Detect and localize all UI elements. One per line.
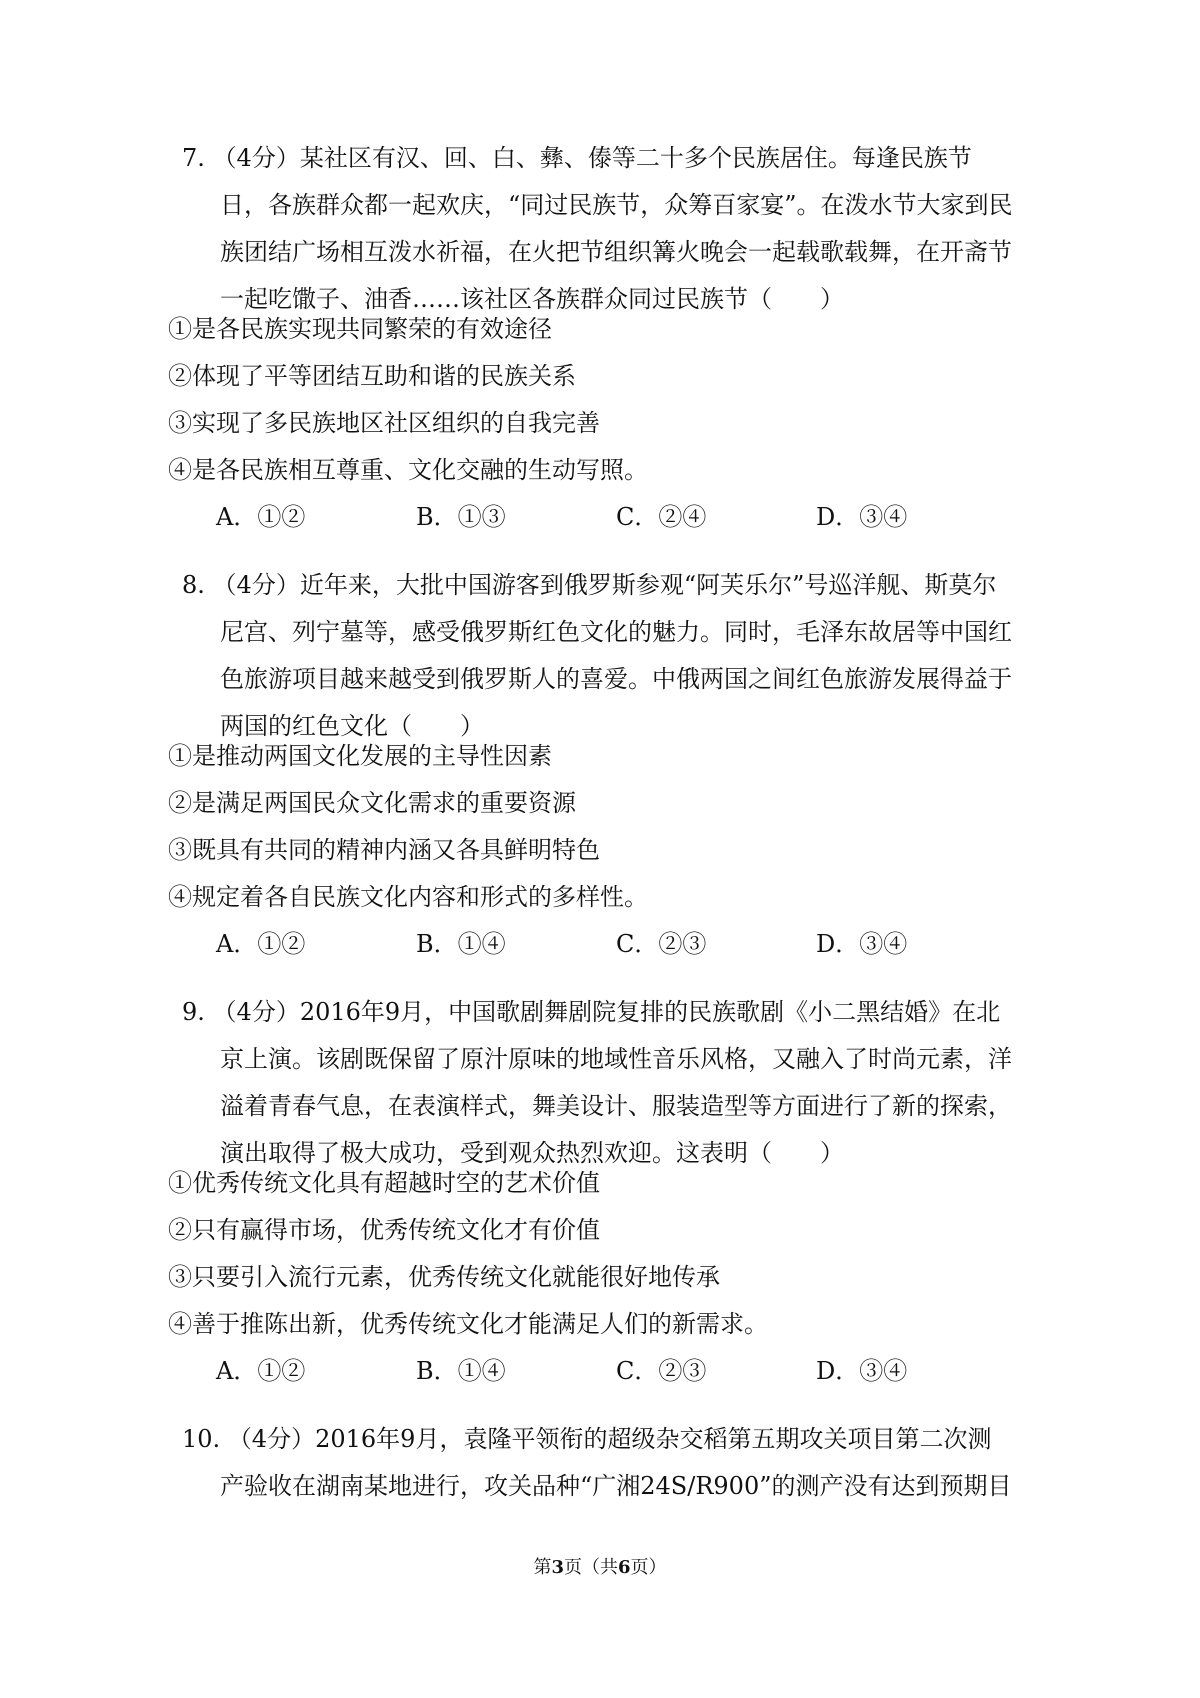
statement: ④是各民族相互尊重、文化交融的生动写照。: [168, 456, 648, 484]
statement: ②是满足两国民众文化需求的重要资源: [168, 789, 576, 817]
stem-line: 两国的红色文化（ ）: [220, 712, 484, 740]
question-stem: [182, 989, 1062, 1036]
statement: ①是推动两国文化发展的主导性因素: [168, 742, 552, 770]
stem-line: 产验收在湖南某地进行，攻关品种“广湘24S/R900”的测产没有达到预期目: [220, 1472, 1012, 1500]
choice-d[interactable]: D．③④: [816, 1357, 908, 1385]
statements-7: [168, 306, 1048, 541]
question-number: 7.: [182, 144, 205, 172]
statement: ③实现了多民族地区社区组织的自我完善: [168, 409, 600, 437]
statement: ①是各民族实现共同繁荣的有效途径: [168, 315, 552, 343]
stem-line: 一起吃馓子、油香……该社区各族群众同过民族节（ ）: [220, 285, 844, 313]
page-footer: [0, 1556, 1200, 1580]
question-stem: [182, 1416, 1062, 1463]
statements-9: [168, 1160, 1048, 1395]
question-score: （4分）: [212, 144, 300, 172]
choice-c[interactable]: C．②③: [616, 1357, 707, 1385]
stem-line: 尼宫、列宁墓等，感受俄罗斯红色文化的魅力。同时，毛泽东故居等中国红: [220, 618, 1012, 646]
footer-prefix: 第: [533, 1557, 552, 1578]
stem-line: 2016年9月，袁隆平领衔的超级杂交稻第五期攻关项目第二次测: [315, 1425, 992, 1453]
stem-line: 族团结广场相互泼水祈福，在火把节组织篝火晚会一起载歌载舞，在开斋节: [220, 238, 1012, 266]
choice-c[interactable]: C．②④: [616, 503, 707, 531]
choice-d[interactable]: D．③④: [816, 503, 908, 531]
stem-line: 色旅游项目越来越受到俄罗斯人的喜爱。中俄两国之间红色旅游发展得益于: [220, 665, 1012, 693]
statement: ③既具有共同的精神内涵又各具鲜明特色: [168, 836, 600, 864]
choice-b[interactable]: B．①③: [416, 503, 506, 531]
statement: ②体现了平等团结互助和谐的民族关系: [168, 362, 576, 390]
question-number: 9.: [182, 998, 205, 1026]
question-stem: [182, 135, 1062, 182]
choice-a[interactable]: A．①②: [216, 503, 306, 531]
question-number: 10.: [182, 1425, 221, 1453]
choice-d[interactable]: D．③④: [816, 930, 908, 958]
question-7: [182, 135, 1062, 323]
stem-line: 某社区有汉、回、白、彝、傣等二十多个民族居住。每逢民族节: [299, 144, 972, 172]
statement: ①优秀传统文化具有超越时空的艺术价值: [168, 1169, 600, 1197]
footer-total-pages: 6: [618, 1557, 631, 1578]
stem-line: 京上演。该剧既保留了原汁原味的地域性音乐风格，又融入了时尚元素，洋: [220, 1045, 1012, 1073]
choice-a[interactable]: A．①②: [216, 1357, 306, 1385]
choice-c[interactable]: C．②③: [616, 930, 707, 958]
stem-line: 2016年9月，中国歌剧舞剧院复排的民族歌剧《小二黑结婚》在北: [299, 998, 1001, 1026]
stem-line: 溢着青春气息，在表演样式，舞美设计、服装造型等方面进行了新的探索，: [220, 1092, 1012, 1120]
statement: ③只要引入流行元素，优秀传统文化就能很好地传承: [168, 1263, 720, 1291]
question-score: （4分）: [212, 998, 300, 1026]
footer-middle: 页（共: [564, 1557, 618, 1578]
statement: ②只有赢得市场，优秀传统文化才有价值: [168, 1216, 600, 1244]
choice-b[interactable]: B．①④: [416, 1357, 506, 1385]
stem-line: 日，各族群众都一起欢庆，“同过民族节，众筹百家宴”。在泼水节大家到民: [220, 191, 1013, 219]
footer-page-number: 3: [551, 1557, 564, 1578]
choice-b[interactable]: B．①④: [416, 930, 506, 958]
footer-suffix: 页）: [630, 1557, 667, 1578]
question-9: [182, 989, 1062, 1177]
answer-choices: [168, 1348, 1048, 1395]
question-score: （4分）: [227, 1425, 316, 1453]
answer-choices: [168, 921, 1048, 968]
statement: ④规定着各自民族文化内容和形式的多样性。: [168, 883, 648, 911]
statement: ④善于推陈出新，优秀传统文化才能满足人们的新需求。: [168, 1310, 768, 1338]
question-number: 8.: [182, 571, 205, 599]
stem-line: 演出取得了极大成功，受到观众热烈欢迎。这表明（ ）: [220, 1139, 844, 1167]
choice-a[interactable]: A．①②: [216, 930, 306, 958]
question-score: （4分）: [212, 571, 300, 599]
statements-8: [168, 733, 1048, 968]
stem-line: 近年来，大批中国游客到俄罗斯参观“阿芙乐尔”号巡洋舰、斯莫尔: [299, 571, 997, 599]
question-10: [182, 1416, 1062, 1510]
question-8: [182, 562, 1062, 750]
answer-choices: [168, 494, 1048, 541]
question-stem: [182, 562, 1062, 609]
